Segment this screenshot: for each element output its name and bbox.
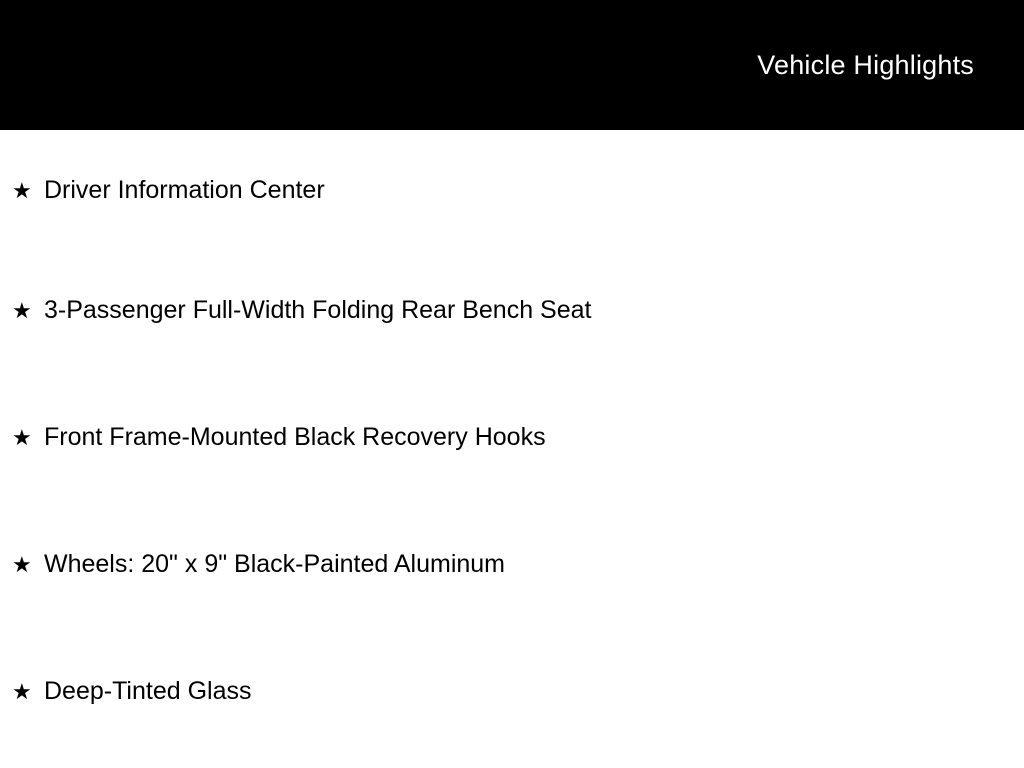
list-item-label: Driver Information Center — [44, 176, 325, 204]
star-icon: ★ — [12, 680, 32, 705]
star-icon: ★ — [12, 426, 32, 451]
page-title: Vehicle Highlights — [757, 50, 974, 80]
list-item-label: Wheels: 20" x 9" Black-Painted Aluminum — [44, 550, 506, 578]
list-item-label: 3-Passenger Full-Width Folding Rear Bench Seat — [44, 296, 592, 324]
list-item-label: Front Frame-Mounted Black Recovery Hooks — [44, 423, 546, 451]
header-bar — [0, 0, 1024, 130]
vehicle-highlights-list — [0, 130, 1024, 758]
list-item-label: Deep-Tinted Glass — [44, 677, 252, 705]
list-item — [0, 631, 1024, 758]
star-icon: ★ — [12, 553, 32, 578]
list-item — [0, 504, 1024, 631]
star-icon: ★ — [12, 179, 32, 204]
star-icon: ★ — [12, 299, 32, 324]
list-item — [0, 250, 1024, 377]
list-item — [0, 377, 1024, 504]
list-item — [0, 130, 1024, 250]
